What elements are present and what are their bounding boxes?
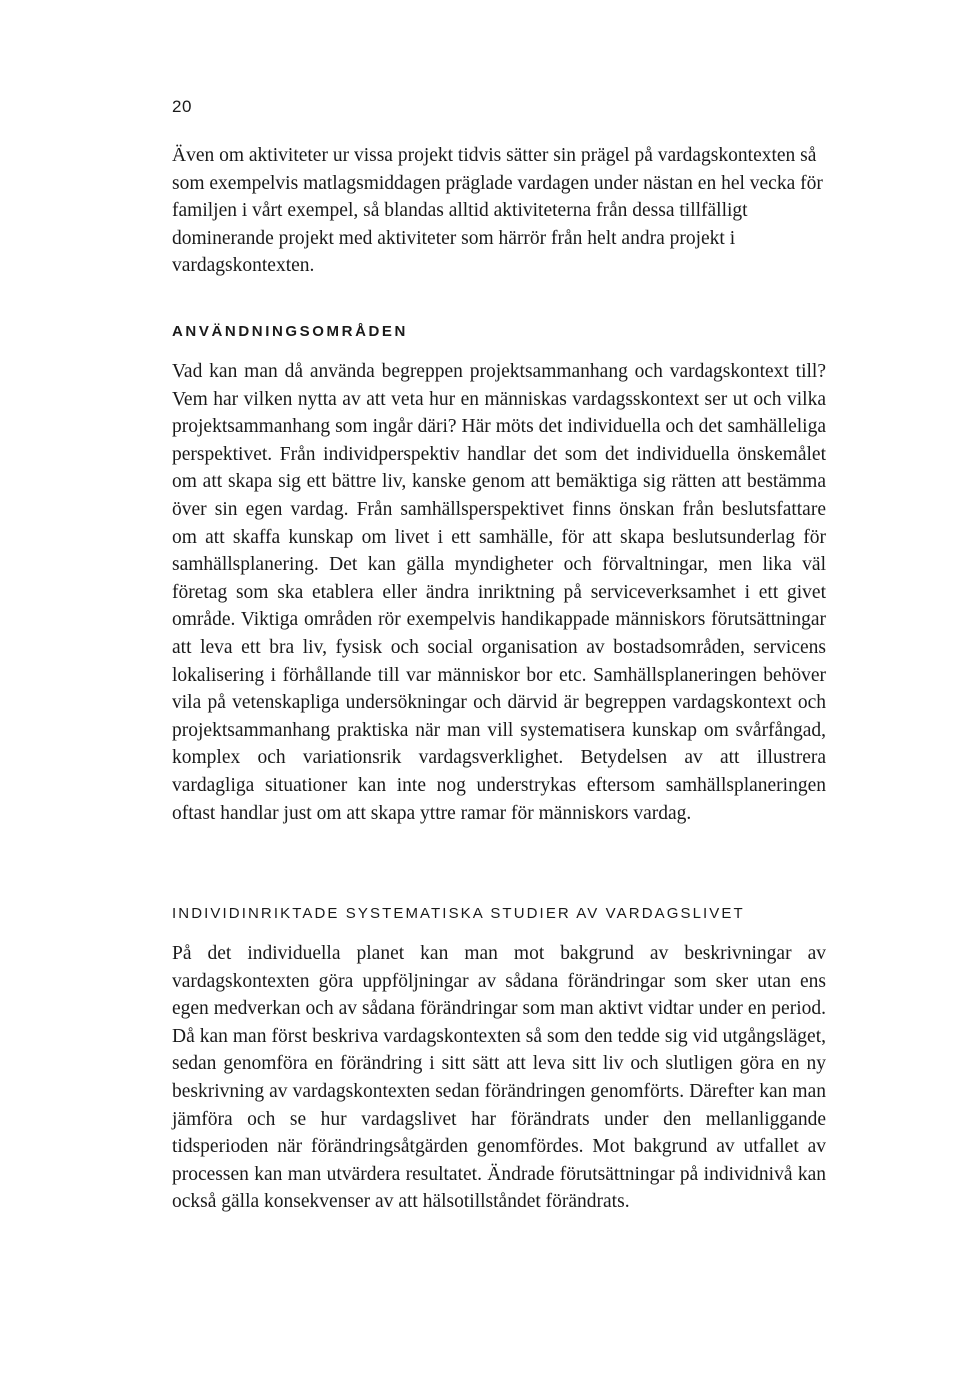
paragraph-individinriktade-studier: På det individuella planet kan man mot bakgrund av beskrivningar av vardagskontexten göra uppföljningar av sådana förändringar som sker utan ens egen medverkan och av sådana förändringar som man aktivt vidtar under en period. Då kan man först beskriva vardagskontexten så som den tedde sig vid utgångsläget, sedan genomföra en förändring i sitt sätt att leva sitt liv och slutligen göra en ny beskrivning av vardagskontexten sedan förändringen genomförts. Därefter kan man jämföra och se hur vardagslivet har förändrats under den mellanliggande tidsperioden när förändringsåtgärden genomfördes. Mot bakgrund av utfallet av processen kan man utvärdera resultatet. Ändrade förutsättningar på individnivå kan också gälla konsekvenser av att hälsotillståndet förändrats.: [172, 943, 826, 1213]
paragraph-intro: Även om aktiviteter ur vissa projekt tidvis sätter sin prägel på vardagskontexten så som exempelvis matlagsmiddagen präglade vardagen under nästan en hel vecka för familjen i vårt exempel, så blandas alltid aktiviteterna från dessa tillfälligt dominerande projekt med aktiviteter som härrör från helt andra projekt i vardagskontexten.: [172, 145, 823, 277]
page-number: 20: [172, 97, 192, 116]
section-heading-individinriktade-studier: INDIVIDINRIKTADE SYSTEMATISKA STUDIER AV VARDAGSLIVET: [172, 905, 745, 922]
section-heading-anvandningsomraden: ANVÄNDNINGSOMRÅDEN: [172, 323, 408, 340]
paragraph-anvandningsomraden: Vad kan man då använda begreppen projektsammanhang och vardagskontext till? Vem har vilken nytta av att veta hur en människas vardagsskontext ser ut och vilka projektsammanhang som ingår däri? Här möts det individuella och det samhälleliga perspektivet. Från individperspektiv handlar det som det individuella önskemålet om att skapa sig ett bättre liv, kanske genom att bemäktiga sig rätten att bestämma över sin egen vardag. Från samhällsperspektivet finns önskan från beslutsfattare om att skaffa kunskap om livet i ett samhälle, för att skapa beslutsunderlag för samhällsplanering. Det kan gälla myndigheter och förvaltningar, men lika väl företag som ska etablera eller ändra inriktning på serviceverksamhet i ett givet område. Viktiga områden rör exempelvis handikappade människors förutsättningar att leva ett bra liv, fysisk och social organisation av bostadsområden, servicens lokalisering i förhållande till var människor bor etc. Samhällsplaneringen behöver vila på vetenskapliga undersökningar och därvid är begreppen vardagskontext och projektsammanhang praktiska när man vill systematisera kunskap om svårfångad, komplex och variationsrik vardagsverklighet. Betydelsen av att illustrera vardagliga situationer kan inte nog understrykas eftersom samhällsplaneringen oftast handlar just om att skapa yttre ramar för människors vardag.: [172, 361, 826, 824]
